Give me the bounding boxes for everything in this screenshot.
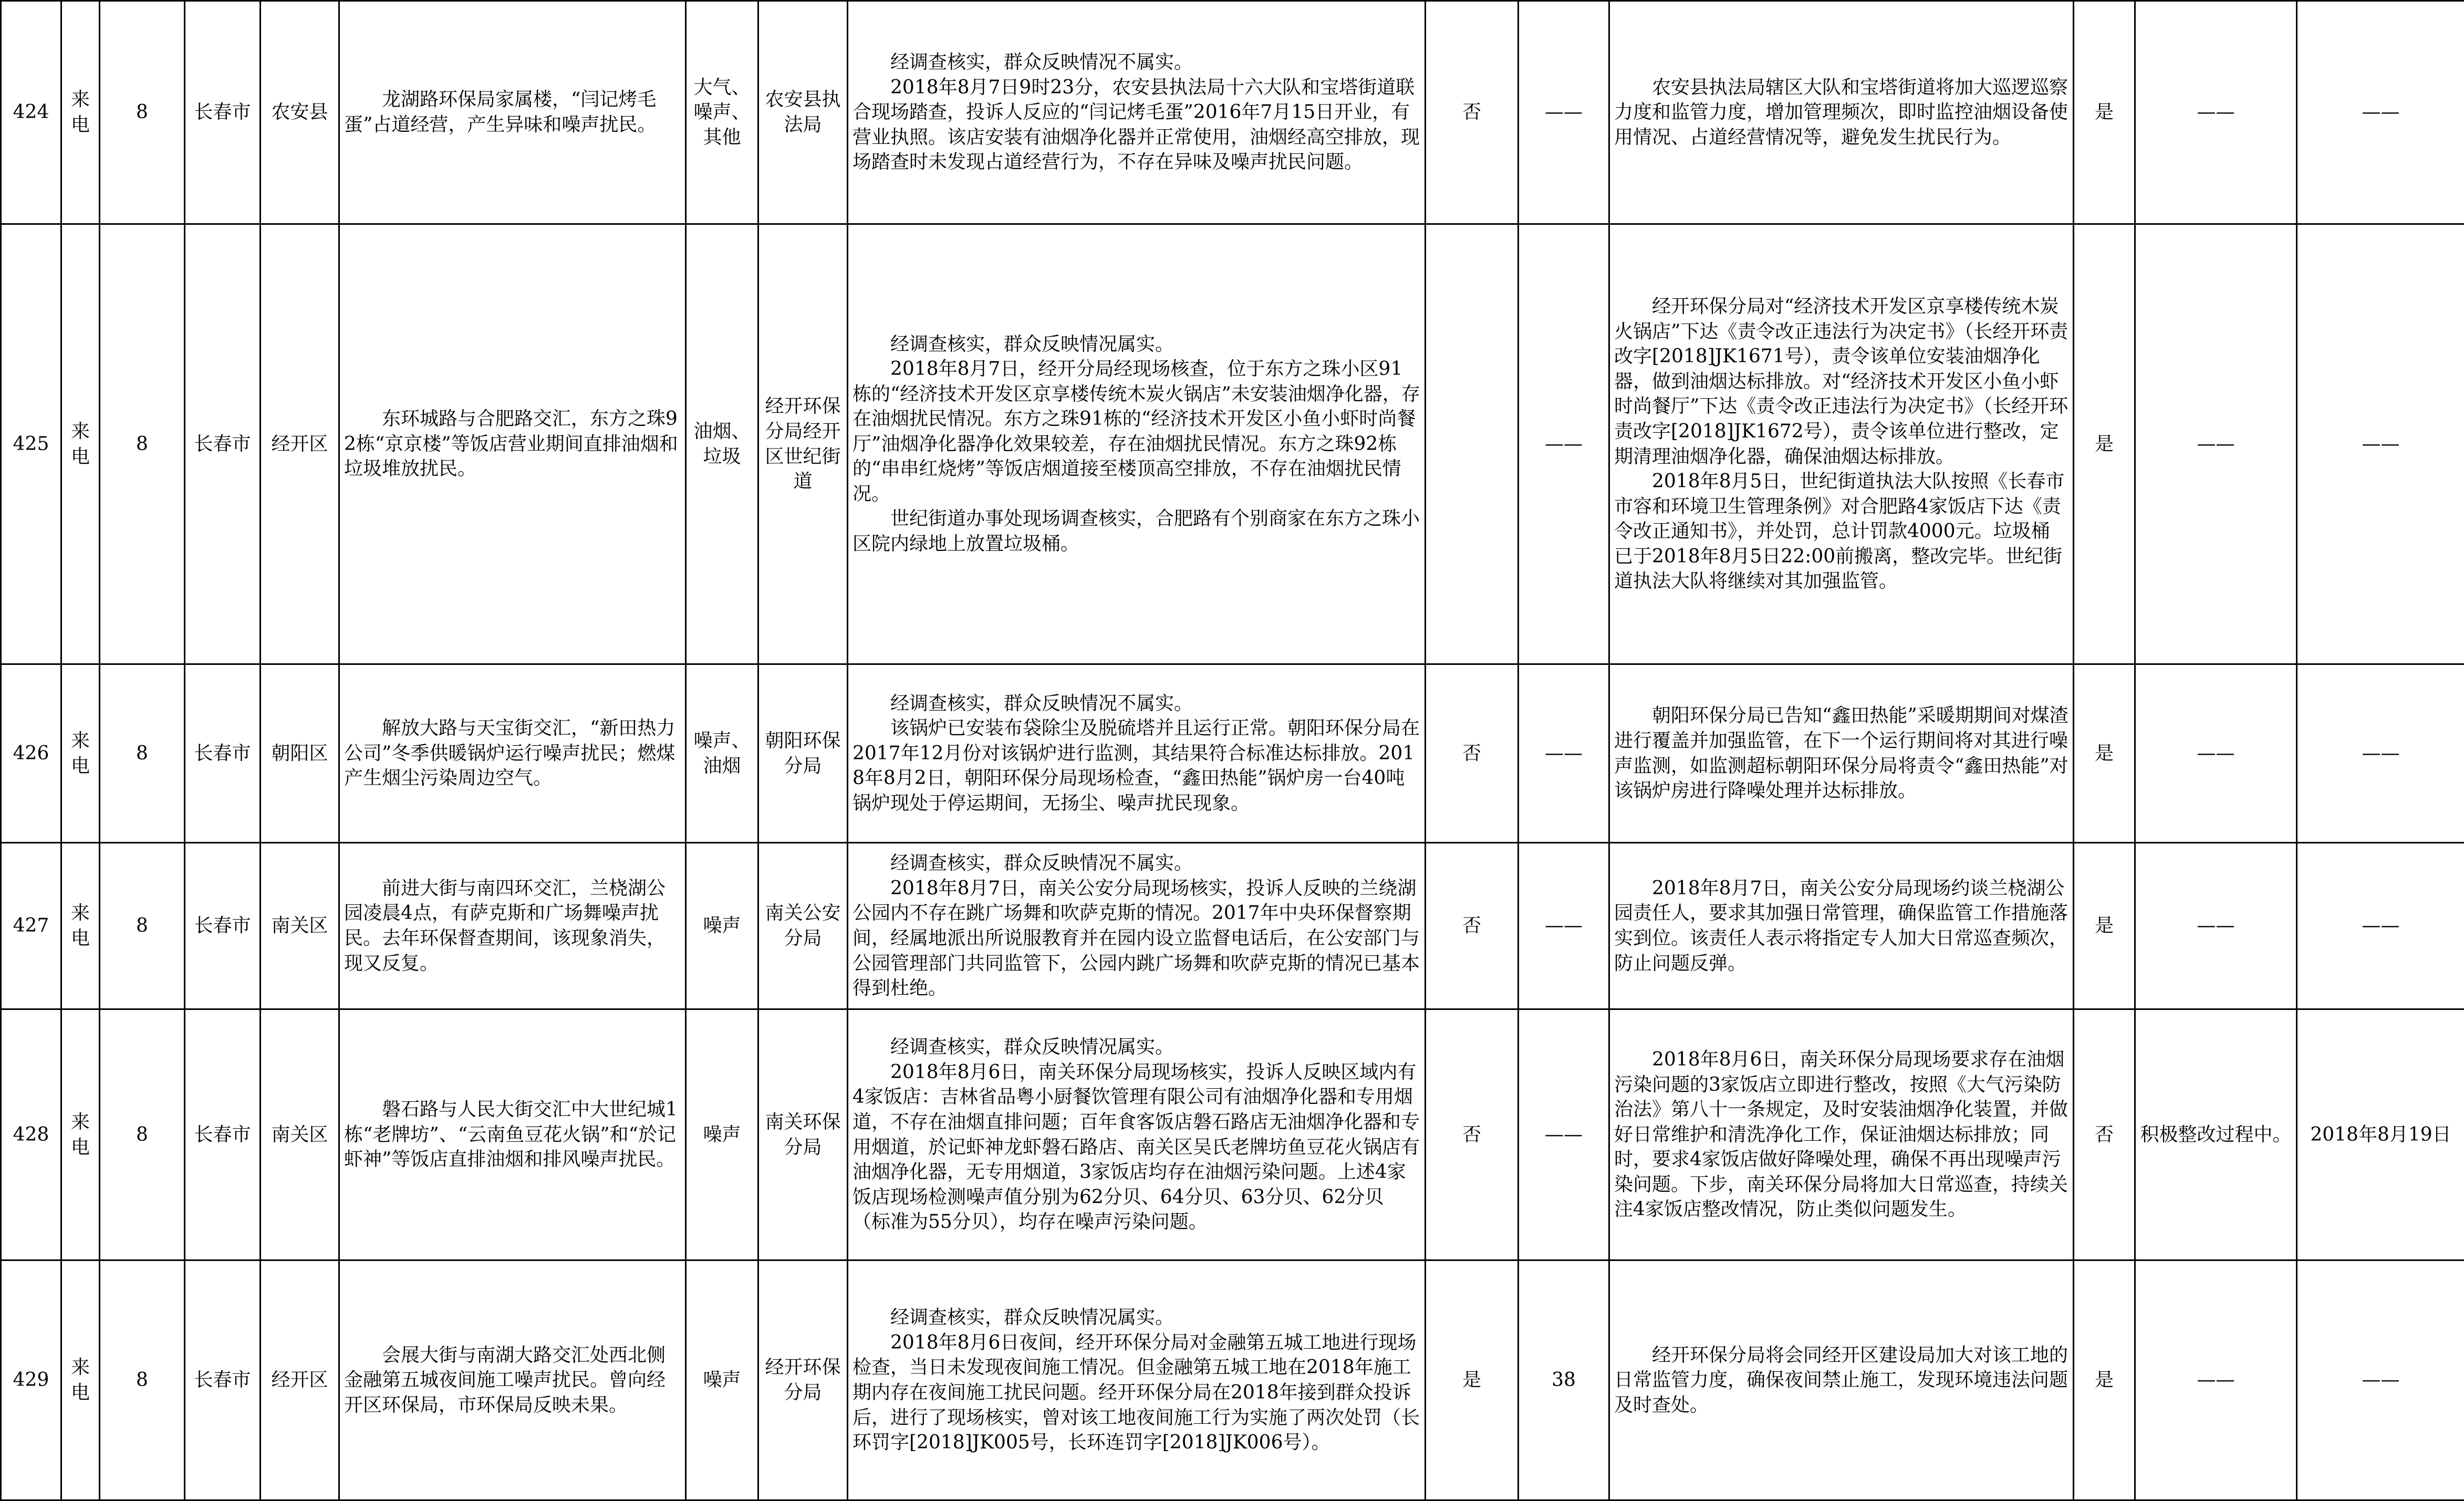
cell-batch: 8	[100, 1009, 185, 1260]
complaint-text: 东环城路与合肥路交汇，东方之珠92栋“京京楼”等饭店营业期间直排油烟和垃圾堆放扰民。	[344, 406, 681, 482]
cell-pollution-type: 噪声、油烟	[686, 664, 758, 843]
cell-district: 经开区	[261, 1260, 339, 1500]
cell-city: 长春市	[185, 224, 261, 664]
cell-source: 来电	[61, 224, 100, 664]
cell-deadline: ——	[2297, 224, 2464, 664]
findings-paragraph: 2018年8月7日，经开分局经现场核查，位于东方之珠小区91栋的“经济技术开发区京享楼传统木炭火锅店”未安装油烟净化器，存在油烟扰民情况。东方之珠91栋的“经济技术开发区小鱼小虾时尚餐厅”油烟净化器净化效果较差，存在油烟扰民情况。东方之珠92栋的“串串红烧烤”等饭店烟道接至楼顶高空排放，不存在油烟扰民情况。	[852, 357, 1420, 506]
cell-repeat-no: ——	[1519, 664, 1609, 843]
cell-resolved: 是	[2074, 1, 2135, 224]
cell-pollution-type: 噪声	[686, 1009, 758, 1260]
cell-progress: ——	[2135, 1260, 2297, 1500]
table-body	[1, 1, 2464, 1500]
cell-findings	[848, 843, 1426, 1009]
cell-resolved: 是	[2074, 1260, 2135, 1500]
cell-repeat-no: ——	[1519, 1, 1609, 224]
cell-handling	[1609, 1009, 2074, 1260]
cell-no: 429	[1, 1260, 61, 1500]
cell-pollution-type: 噪声	[686, 1260, 758, 1500]
cell-progress: 积极整改过程中。	[2135, 1009, 2297, 1260]
cell-no: 424	[1, 1, 61, 224]
findings-paragraph: 经调查核实，群众反映情况不属实。	[852, 691, 1420, 716]
cell-handling	[1609, 664, 2074, 843]
complaint-text: 磐石路与人民大街交汇中大世纪城1栋“老牌坊”、“云南鱼豆花火锅”和“於记虾神”等饭店直排油烟和排风噪声扰民。	[344, 1097, 681, 1172]
cell-district: 经开区	[261, 224, 339, 664]
cell-repeat: 否	[1426, 1, 1519, 224]
cell-source: 来电	[61, 843, 100, 1009]
cell-progress: ——	[2135, 1, 2297, 224]
findings-paragraph: 经调查核实，群众反映情况不属实。	[852, 851, 1420, 876]
handling-paragraph: 2018年8月5日，世纪街道执法大队按照《长春市市容和环境卫生管理条例》对合肥路4家饭店下达《责令改正通知书》，并处罚，总计罚款4000元。垃圾桶已于2018年8月5日22:00前搬离，整改完毕。世纪街道执法大队将继续对其加强监管。	[1614, 469, 2068, 594]
cell-repeat	[1426, 224, 1519, 664]
cell-district: 南关区	[261, 1009, 339, 1260]
cell-batch: 8	[100, 1260, 185, 1500]
cell-source: 来电	[61, 1260, 100, 1500]
findings-paragraph: 2018年8月6日，南关环保分局现场核实，投诉人反映区域内有4家饭店：吉林省品粤小厨餐饮管理有限公司有油烟净化器和专用烟道，不存在油烟直排问题；百年食客饭店磐石路店无油烟净化器和专用烟道，於记虾神龙虾磐石路店、南关区吴氏老牌坊鱼豆花火锅店有油烟净化器，无专用烟道，3家饭店均存在油烟污染问题。上述4家饭店现场检测噪声值分别为62分贝、64分贝、63分贝、62分贝（标准为55分贝），均存在噪声污染问题。	[852, 1060, 1420, 1235]
cell-repeat-no: ——	[1519, 843, 1609, 1009]
cell-district: 农安县	[261, 1, 339, 224]
cell-responsible-unit: 南关公安分局	[758, 843, 848, 1009]
table-row	[1, 224, 2464, 664]
cell-pollution-type: 大气、噪声、其他	[686, 1, 758, 224]
cell-repeat: 否	[1426, 1009, 1519, 1260]
findings-paragraph: 经调查核实，群众反映情况属实。	[852, 1035, 1420, 1060]
cell-batch: 8	[100, 843, 185, 1009]
handling-paragraph: 朝阳环保分局已告知“鑫田热能”采暖期期间对煤渣进行覆盖并加强监管，在下一个运行期间将对其进行噪声监测，如监测超标朝阳环保分局将责令“鑫田热能”对该锅炉房进行降噪处理并达标排放。	[1614, 703, 2068, 803]
cell-findings	[848, 1260, 1426, 1500]
complaint-text: 会展大街与南湖大路交汇处西北侧金融第五城夜间施工噪声扰民。曾向经开区环保局，市环保局反映未果。	[344, 1343, 681, 1418]
cell-findings	[848, 1009, 1426, 1260]
cell-city: 长春市	[185, 843, 261, 1009]
cell-no: 426	[1, 664, 61, 843]
handling-paragraph: 2018年8月7日，南关公安分局现场约谈兰桡湖公园责任人，要求其加强日常管理，确保监管工作措施落实到位。该责任人表示将指定专人加大日常巡查频次，防止问题反弹。	[1614, 876, 2068, 976]
findings-paragraph: 2018年8月7日9时23分，农安县执法局十六大队和宝塔街道联合现场踏查，投诉人反应的“闫记烤毛蛋”2016年7月15日开业，有营业执照。该店安装有油烟净化器并正常使用，油烟经高空排放，现场踏查时未发现占道经营行为，不存在异味及噪声扰民问题。	[852, 75, 1420, 175]
findings-paragraph: 2018年8月6日夜间，经开环保分局对金融第五城工地进行现场检查，当日未发现夜间施工情况。但金融第五城工地在2018年施工期内存在夜间施工扰民问题。经开环保分局在2018年接到群众投诉后，进行了现场核实，曾对该工地夜间施工行为实施了两次处罚（长环罚字[2018]JK005号，长环连罚字[2018]JK006号）。	[852, 1330, 1420, 1455]
cell-findings	[848, 224, 1426, 664]
cell-batch: 8	[100, 664, 185, 843]
cell-handling	[1609, 843, 2074, 1009]
cell-city: 长春市	[185, 664, 261, 843]
cell-repeat: 是	[1426, 1260, 1519, 1500]
findings-paragraph: 2018年8月7日，南关公安分局现场核实，投诉人反映的兰绕湖公园内不存在跳广场舞和吹萨克斯的情况。2017年中央环保督察期间，经属地派出所说服教育并在园内设立监督电话后，在公安部门与公园管理部门共同监管下，公园内跳广场舞和吹萨克斯的情况已基本得到杜绝。	[852, 876, 1420, 1001]
cell-batch: 8	[100, 1, 185, 224]
cell-repeat-no: 38	[1519, 1260, 1609, 1500]
cell-source: 来电	[61, 664, 100, 843]
cell-complaint	[339, 843, 686, 1009]
cell-resolved: 是	[2074, 664, 2135, 843]
cell-city: 长春市	[185, 1009, 261, 1260]
cell-responsible-unit: 经开环保分局	[758, 1260, 848, 1500]
cell-pollution-type: 噪声	[686, 843, 758, 1009]
findings-paragraph: 该锅炉已安装布袋除尘及脱硫塔并且运行正常。朝阳环保分局在2017年12月份对该锅炉进行监测，其结果符合标准达标排放。2018年8月2日，朝阳环保分局现场检查，“鑫田热能”锅炉房一台40吨锅炉现处于停运期间，无扬尘、噪声扰民现象。	[852, 716, 1420, 816]
cell-deadline: 2018年8月19日	[2297, 1009, 2464, 1260]
findings-paragraph: 经调查核实，群众反映情况属实。	[852, 1305, 1420, 1330]
cell-handling	[1609, 224, 2074, 664]
table-row	[1, 664, 2464, 843]
handling-paragraph: 经开环保分局对“经济技术开发区京享楼传统木炭火锅店”下达《责令改正违法行为决定书》（长经开环责改字[2018]JK1671号），责令该单位安装油烟净化器，做到油烟达标排放。对“经济技术开发区小鱼小虾时尚餐厅”下达《责令改正违法行为决定书》（长经开环责改字[2018]JK1672号），责令该单位进行整改，定期清理油烟净化器，确保油烟达标排放。	[1614, 294, 2068, 469]
table-row	[1, 843, 2464, 1009]
cell-complaint	[339, 664, 686, 843]
table-row	[1, 1260, 2464, 1500]
cell-complaint	[339, 224, 686, 664]
complaint-text: 解放大路与天宝街交汇，“新田热力公司”冬季供暖锅炉运行噪声扰民；燃煤产生烟尘污染周边空气。	[344, 716, 681, 791]
cell-deadline: ——	[2297, 1, 2464, 224]
handling-paragraph: 经开环保分局将会同经开区建设局加大对该工地的日常监管力度，确保夜间禁止施工，发现环境违法问题及时查处。	[1614, 1343, 2068, 1418]
cell-city: 长春市	[185, 1260, 261, 1500]
cell-resolved: 是	[2074, 224, 2135, 664]
cell-complaint	[339, 1260, 686, 1500]
cell-responsible-unit: 朝阳环保分局	[758, 664, 848, 843]
cell-findings	[848, 664, 1426, 843]
cell-resolved: 否	[2074, 1009, 2135, 1260]
cell-repeat-no: ——	[1519, 1009, 1609, 1260]
cell-source: 来电	[61, 1, 100, 224]
findings-paragraph: 世纪街道办事处现场调查核实，合肥路有个别商家在东方之珠小区院内绿地上放置垃圾桶。	[852, 506, 1420, 556]
cell-handling	[1609, 1, 2074, 224]
cell-complaint	[339, 1, 686, 224]
cell-source: 来电	[61, 1009, 100, 1260]
cell-responsible-unit: 农安县执法局	[758, 1, 848, 224]
cell-district: 南关区	[261, 843, 339, 1009]
cell-handling	[1609, 1260, 2074, 1500]
table-row	[1, 1009, 2464, 1260]
cell-findings	[848, 1, 1426, 224]
findings-paragraph: 经调查核实，群众反映情况不属实。	[852, 50, 1420, 75]
complaint-text: 龙湖路环保局家属楼，“闫记烤毛蛋”占道经营，产生异味和噪声扰民。	[344, 87, 681, 137]
cell-deadline: ——	[2297, 664, 2464, 843]
cell-resolved: 是	[2074, 843, 2135, 1009]
cell-responsible-unit: 经开环保分局经开区世纪街道	[758, 224, 848, 664]
cell-no: 427	[1, 843, 61, 1009]
cell-complaint	[339, 1009, 686, 1260]
cell-deadline: ——	[2297, 843, 2464, 1009]
cell-no: 425	[1, 224, 61, 664]
cell-no: 428	[1, 1009, 61, 1260]
cell-deadline: ——	[2297, 1260, 2464, 1500]
handling-paragraph: 农安县执法局辖区大队和宝塔街道将加大巡逻巡察力度和监管力度，增加管理频次，即时监控油烟设备使用情况、占道经营情况等，避免发生扰民行为。	[1614, 75, 2068, 150]
handling-paragraph: 2018年8月6日，南关环保分局现场要求存在油烟污染问题的3家饭店立即进行整改，按照《大气污染防治法》第八十一条规定，及时安装油烟净化装置，并做好日常维护和清洗净化工作，保证油烟达标排放；同时，要求4家饭店做好降噪处理，确保不再出现噪声污染问题。下步，南关环保分局将加大日常巡查，持续关注4家饭店整改情况，防止类似问题发生。	[1614, 1047, 2068, 1222]
cell-batch: 8	[100, 224, 185, 664]
cell-progress: ——	[2135, 664, 2297, 843]
cell-repeat-no: ——	[1519, 224, 1609, 664]
cell-progress: ——	[2135, 224, 2297, 664]
complaint-text: 前进大街与南四环交汇，兰桡湖公园凌晨4点，有萨克斯和广场舞噪声扰民。去年环保督查期间，该现象消失，现又反复。	[344, 876, 681, 976]
cell-district: 朝阳区	[261, 664, 339, 843]
cell-repeat: 否	[1426, 664, 1519, 843]
cell-progress: ——	[2135, 843, 2297, 1009]
findings-paragraph: 经调查核实，群众反映情况属实。	[852, 332, 1420, 357]
cell-responsible-unit: 南关环保分局	[758, 1009, 848, 1260]
cell-city: 长春市	[185, 1, 261, 224]
table-row	[1, 1, 2464, 224]
cell-pollution-type: 油烟、垃圾	[686, 224, 758, 664]
cell-repeat: 否	[1426, 843, 1519, 1009]
